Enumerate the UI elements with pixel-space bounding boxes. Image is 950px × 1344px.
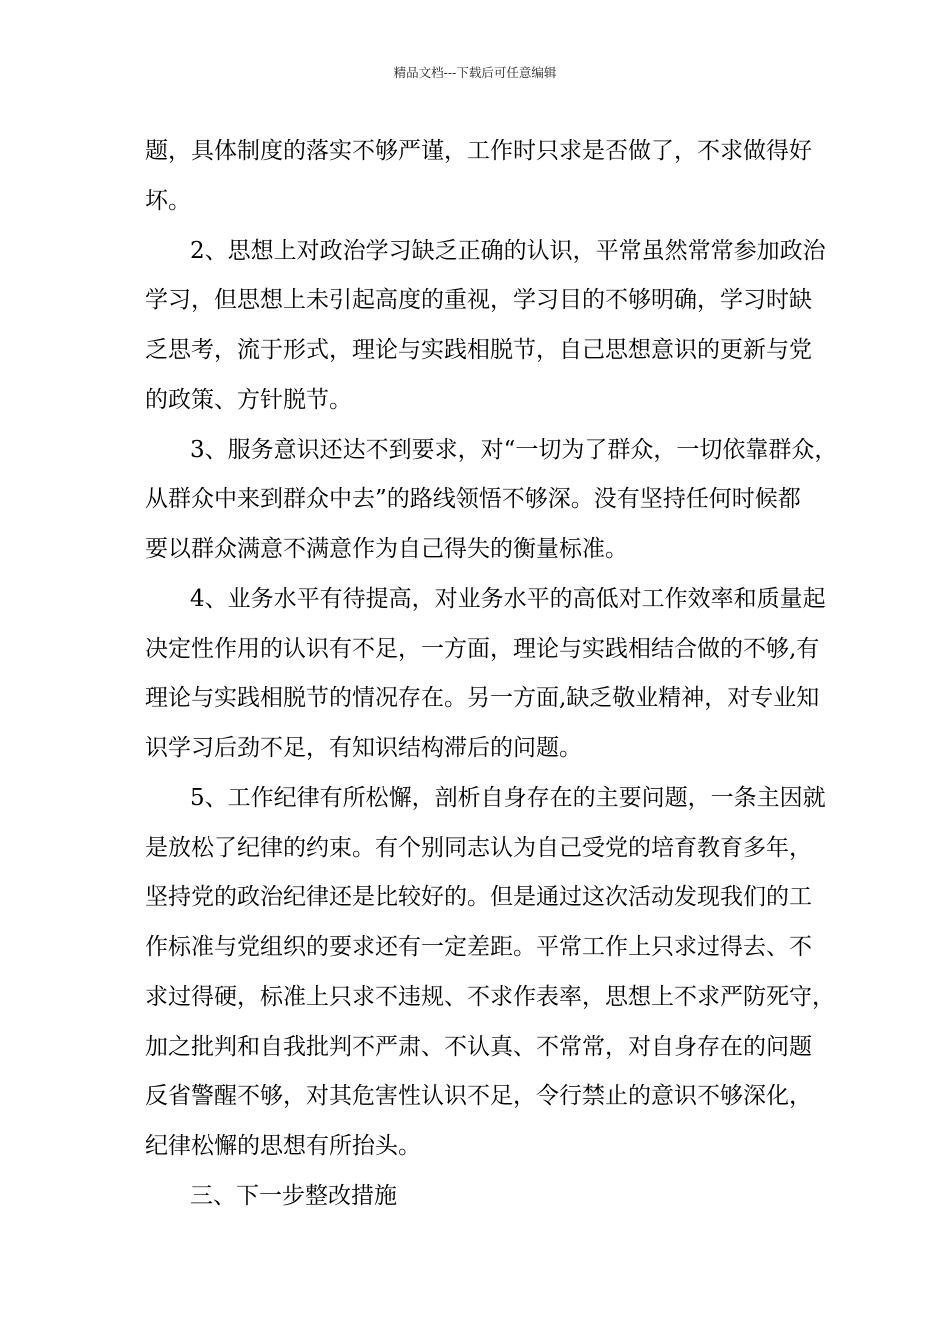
text-line: 3、服务意识还达不到要求，对“一切为了群众，一切依靠群众，: [190, 437, 838, 463]
text-line: 反省警醒不够，对其危害性认识不足，令行禁止的意识不够深化，: [145, 1083, 812, 1109]
text-line: 要以群众满意不满意作为自己得失的衡量标准。: [145, 536, 628, 562]
text-line: 是放松了纪律的约束。有个别同志认为自己受党的培育教育多年，: [145, 835, 812, 861]
text-line: 乏思考，流于形式，理论与实践相脱节，自己思想意识的更新与党: [145, 337, 812, 363]
text-line: 题，具体制度的落实不够严谨，工作时只求是否做了，不求做得好: [145, 138, 812, 164]
text-line: 学习，但思想上未引起高度的重视，学习目的不够明确，学习时缺: [145, 287, 812, 313]
text-line: 加之批判和自我批判不严肃、不认真、不常常，对自身存在的问题: [145, 1034, 812, 1060]
text-line: 坏。: [145, 188, 191, 214]
text-line: 理论与实践相脱节的情况存在。另一方面,缺乏敬业精神，对专业知: [145, 685, 820, 711]
page-header: 精品文档---下载后可任意编辑: [393, 65, 557, 80]
text-line: 的政策、方针脱节。: [145, 387, 352, 413]
text-line: 5、工作纪律有所松懈，剖析自身存在的主要问题，一条主因就: [190, 785, 826, 811]
text-line: 纪律松懈的思想有所抬头。: [145, 1133, 421, 1159]
text-line: 识学习后劲不足，有知识结构滞后的问题。: [145, 735, 582, 761]
text-line: 坚持党的政治纪律还是比较好的。但是通过这次活动发现我们的工: [145, 884, 812, 910]
text-line: 从群众中来到群众中去”的路线领悟不够深。没有坚持任何时候都: [145, 486, 801, 512]
text-line: 作标准与党组织的要求还有一定差距。平常工作上只求过得去、不: [145, 934, 812, 960]
text-line: 2、思想上对政治学习缺乏正确的认识，平常虽然常常参加政治: [190, 238, 826, 264]
text-line: 4、业务水平有待提高，对业务水平的高低对工作效率和质量起: [190, 586, 826, 612]
text-line: 求过得硬，标准上只求不违规、不求作表率，思想上不求严防死守，: [145, 984, 835, 1010]
section-heading: 三、下一步整改措施: [190, 1183, 397, 1209]
text-line: 决定性作用的认识有不足，一方面，理论与实践相结合做的不够,有: [145, 636, 820, 662]
